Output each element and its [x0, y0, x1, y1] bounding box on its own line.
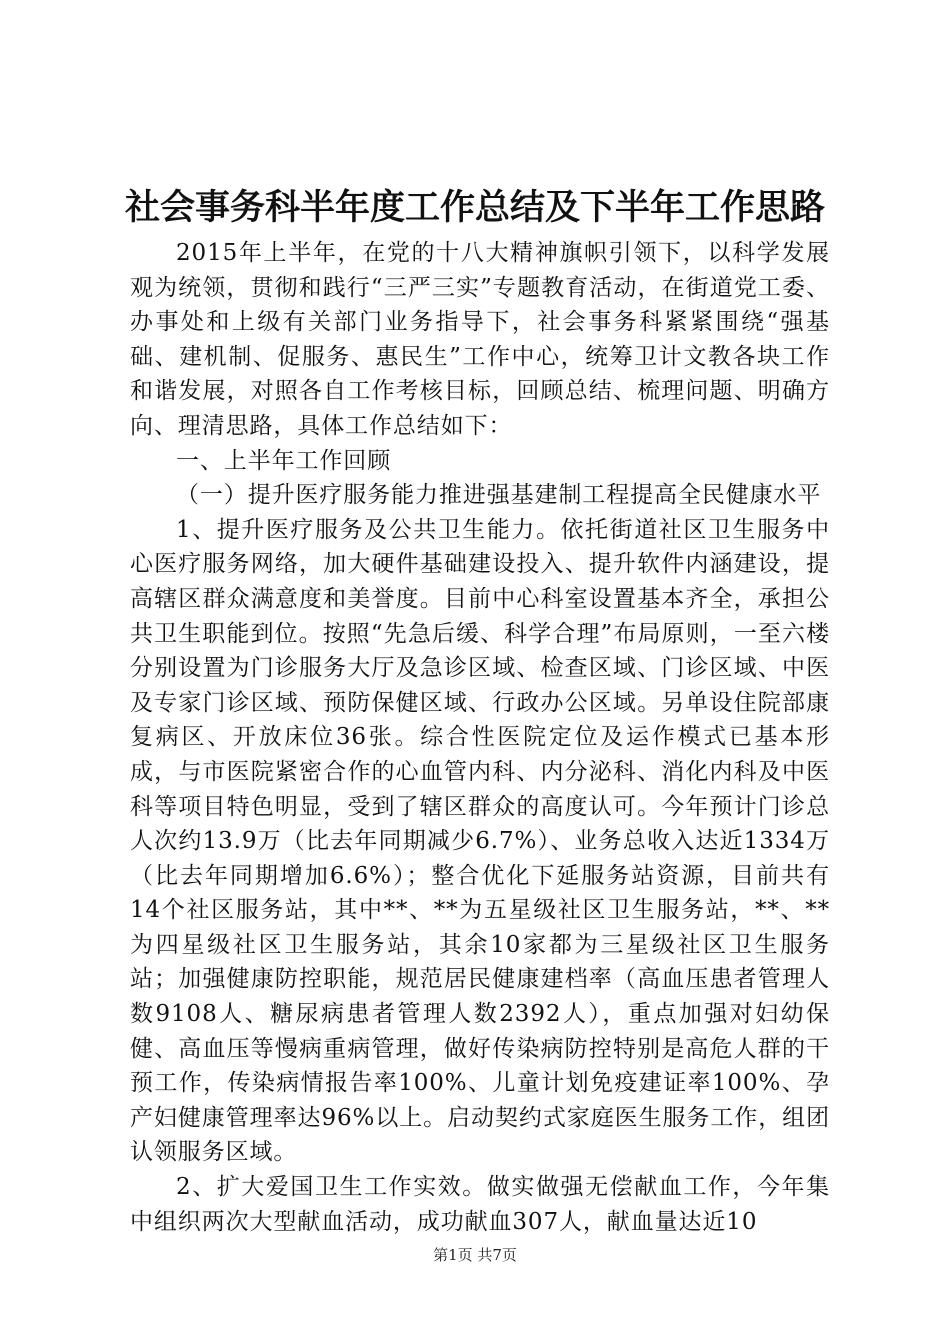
subsection-heading: （一）提升医疗服务能力推进强基建制工程提高全民健康水平	[176, 482, 822, 509]
document-title: 社会事务科半年度工作总结及下半年工作思路	[124, 187, 825, 228]
page-footer: 第1页 共7页	[433, 1246, 517, 1264]
section-heading: 一、上半年工作回顾	[176, 447, 392, 474]
body-paragraph-medical: 1、提升医疗服务及公共卫生能力。依托街道社区卫生服务中心医疗服务网络，加大硬件基础建设投入、提升软件内涵建设，提高辖区群众满意度和美誉度。目前中心科室设置基本齐全，承担公共卫生职能到位。按照“先急后缓、科学合理”布局原则，一至六楼分别设置为门诊服务大厅及急诊区域、检查区域、门诊区域、中医及专家门诊区域、预防保健区域、行政办公区域。另单设住院部康复病区、开放床位36张。综合性医院定位及运作模式已基本形成，与市医院紧密合作的心血管内科、内分泌科、消化内科及中医科等项目特色明显，受到了辖区群众的高度认可。今年预计门诊总人次约13.9万（比去年同期减少6.7%）、业务总收入达近1334万（比去年同期增加6.6%）；整合优化下延服务站资源，目前共有14个社区服务站，其中**、**为五星级社区卫生服务站，**、**为四星级社区卫生服务站，其余10家都为三星级社区卫生服务站；加强健康防控职能，规范居民健康建档率（高血压患者管理人数9108人、糖尿病患者管理人数2392人），重点加强对妇幼保健、高血压等慢病重病管理，做好传染病防控特别是高危人群的干预工作，传染病情报告率100%、儿童计划免疫建证率100%、孕产妇健康管理率达96%以上。启动契约式家庭医生服务工作，组团认领服务区域。	[130, 516, 830, 1166]
body-paragraph-hygiene: 2、扩大爱国卫生工作实效。做实做强无偿献血工作，今年集中组织两次大型献血活动，成功献血307人，献血量达近10	[130, 1174, 830, 1235]
document-body	[130, 236, 830, 1239]
intro-paragraph: 2015年上半年，在党的十八大精神旗帜引领下，以科学发展观为统领，贯彻和践行“三严三实”专题教育活动，在街道党工委、办事处和上级有关部门业务指导下，社会事务科紧紧围绕“强基础、建机制、促服务、惠民生”工作中心，统筹卫计文教各块工作和谐发展，对照各自工作考核目标，回顾总结、梳理问题、明确方向、理清思路，具体工作总结如下：	[130, 240, 830, 439]
